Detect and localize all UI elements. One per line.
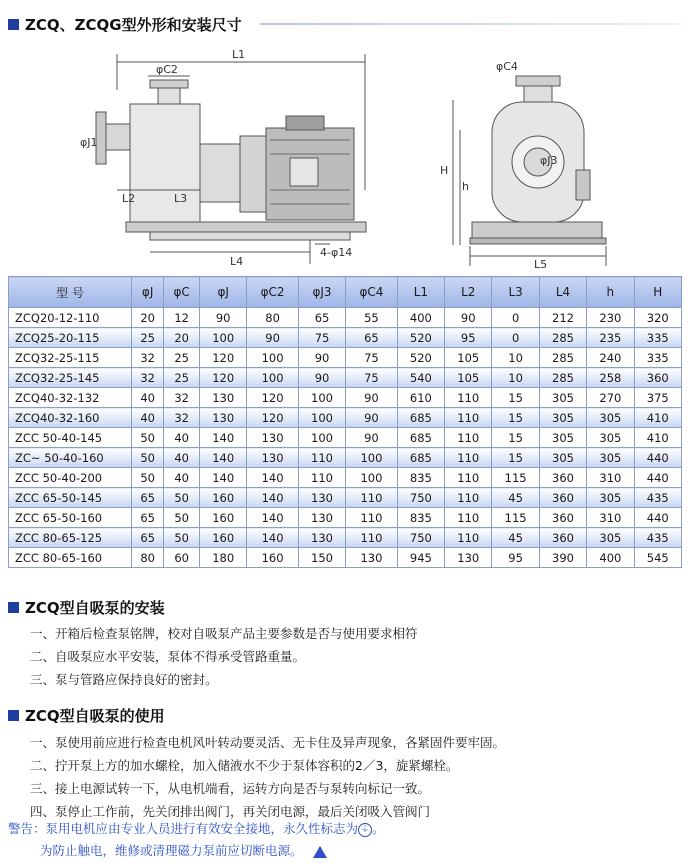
value-cell: 285: [539, 348, 586, 368]
value-cell: 15: [492, 408, 539, 428]
value-cell: 160: [199, 528, 246, 548]
value-cell: 520: [397, 348, 444, 368]
table-row: [9, 408, 682, 428]
value-cell: 360: [539, 508, 586, 528]
value-cell: 32: [164, 408, 200, 428]
value-cell: 65: [132, 488, 164, 508]
value-cell: 140: [247, 528, 298, 548]
section-square-icon: [8, 19, 19, 30]
value-cell: 100: [298, 408, 345, 428]
value-cell: 685: [397, 448, 444, 468]
usage-steps: [30, 731, 505, 823]
table-row: [9, 388, 682, 408]
value-cell: 335: [634, 348, 681, 368]
section-header-usage: [8, 705, 165, 726]
value-cell: 25: [164, 368, 200, 388]
value-cell: 60: [164, 548, 200, 568]
value-cell: 140: [199, 448, 246, 468]
table-row: [9, 428, 682, 448]
model-cell: ZCQ20-12-110: [9, 308, 132, 328]
table-row: [9, 508, 682, 528]
value-cell: 130: [298, 488, 345, 508]
table-row: [9, 468, 682, 488]
value-cell: 100: [199, 328, 246, 348]
value-cell: 90: [247, 328, 298, 348]
value-cell: 545: [634, 548, 681, 568]
column-header: h: [587, 277, 634, 308]
table-row: [9, 368, 682, 388]
value-cell: 305: [587, 408, 634, 428]
value-cell: 110: [445, 528, 492, 548]
value-cell: 75: [298, 328, 345, 348]
value-cell: 10: [492, 348, 539, 368]
value-cell: 305: [539, 428, 586, 448]
value-cell: 100: [247, 368, 298, 388]
install-steps: [30, 622, 418, 691]
value-cell: 40: [132, 408, 164, 428]
value-cell: 110: [346, 528, 397, 548]
value-cell: 110: [445, 488, 492, 508]
value-cell: 410: [634, 428, 681, 448]
value-cell: 75: [346, 368, 397, 388]
label-L2: L2: [122, 192, 136, 205]
value-cell: 0: [492, 308, 539, 328]
value-cell: 360: [539, 468, 586, 488]
model-cell: ZCC 50-40-145: [9, 428, 132, 448]
value-cell: 305: [539, 448, 586, 468]
model-cell: ZCQ25-20-115: [9, 328, 132, 348]
value-cell: 310: [587, 468, 634, 488]
model-cell: ZC~ 50-40-160: [9, 448, 132, 468]
value-cell: 140: [247, 508, 298, 528]
table-header-row: [9, 277, 682, 308]
model-cell: ZCQ32-25-115: [9, 348, 132, 368]
value-cell: 45: [492, 528, 539, 548]
value-cell: 32: [132, 348, 164, 368]
value-cell: 65: [132, 528, 164, 548]
value-cell: 75: [346, 348, 397, 368]
value-cell: 110: [445, 508, 492, 528]
value-cell: 360: [634, 368, 681, 388]
value-cell: 440: [634, 448, 681, 468]
header-rule: [260, 23, 682, 25]
value-cell: 100: [346, 448, 397, 468]
column-header: L4: [539, 277, 586, 308]
value-cell: 105: [445, 368, 492, 388]
table-row: [9, 328, 682, 348]
value-cell: 305: [587, 428, 634, 448]
value-cell: 20: [132, 308, 164, 328]
column-header: φJ3: [298, 277, 345, 308]
value-cell: 100: [298, 388, 345, 408]
value-cell: 90: [346, 428, 397, 448]
value-cell: 0: [492, 328, 539, 348]
value-cell: 40: [164, 468, 200, 488]
value-cell: 50: [164, 488, 200, 508]
label-C2: φC2: [156, 63, 178, 76]
value-cell: 750: [397, 528, 444, 548]
value-cell: 110: [445, 448, 492, 468]
value-cell: 12: [164, 308, 200, 328]
value-cell: 335: [634, 328, 681, 348]
value-cell: 115: [492, 468, 539, 488]
value-cell: 65: [132, 508, 164, 528]
value-cell: 95: [492, 548, 539, 568]
value-cell: 90: [199, 308, 246, 328]
label-L5: L5: [534, 258, 548, 271]
warning-line-2: 为防止触电，维修或清理磁力泵前应切断电源。: [40, 843, 303, 858]
value-cell: 110: [445, 428, 492, 448]
value-cell: 50: [132, 468, 164, 488]
column-header: L3: [492, 277, 539, 308]
value-cell: 130: [298, 508, 345, 528]
value-cell: 440: [634, 468, 681, 488]
value-cell: 750: [397, 488, 444, 508]
value-cell: 40: [132, 388, 164, 408]
value-cell: 80: [132, 548, 164, 568]
value-cell: 110: [445, 468, 492, 488]
warning-line-1-end: 。: [372, 821, 385, 836]
value-cell: 150: [298, 548, 345, 568]
value-cell: 410: [634, 408, 681, 428]
value-cell: 15: [492, 428, 539, 448]
dimension-table: [8, 276, 682, 568]
value-cell: 25: [164, 348, 200, 368]
label-J3: φJ3: [540, 154, 558, 167]
value-cell: 610: [397, 388, 444, 408]
value-cell: 50: [164, 528, 200, 548]
ground-symbol-icon: ⏚: [358, 823, 372, 837]
value-cell: 400: [397, 308, 444, 328]
value-cell: 15: [492, 388, 539, 408]
value-cell: 100: [298, 428, 345, 448]
value-cell: 305: [539, 388, 586, 408]
model-cell: ZCC 80-65-125: [9, 528, 132, 548]
column-header: 型 号: [9, 277, 132, 308]
value-cell: 285: [539, 368, 586, 388]
value-cell: 80: [247, 308, 298, 328]
value-cell: 258: [587, 368, 634, 388]
value-cell: 130: [199, 388, 246, 408]
label-C4: φC4: [496, 60, 518, 73]
value-cell: 435: [634, 488, 681, 508]
section-title: ZCQ型自吸泵的安装: [25, 599, 165, 617]
table-row: [9, 448, 682, 468]
value-cell: 120: [247, 408, 298, 428]
value-cell: 40: [164, 448, 200, 468]
section-square-icon: [8, 602, 19, 613]
model-cell: ZCC 50-40-200: [9, 468, 132, 488]
install-step: 二、自吸泵应水平安装，泵体不得承受管路重量。: [30, 649, 306, 664]
value-cell: 10: [492, 368, 539, 388]
table-row: [9, 528, 682, 548]
install-step: 三、泵与管路应保持良好的密封。: [30, 672, 218, 687]
table-row: [9, 488, 682, 508]
value-cell: 45: [492, 488, 539, 508]
value-cell: 32: [164, 388, 200, 408]
value-cell: 110: [445, 408, 492, 428]
value-cell: 50: [132, 448, 164, 468]
value-cell: 32: [132, 368, 164, 388]
warning-line-1: 警告：泵用电机应由专业人员进行有效安全接地，永久性标志为: [8, 821, 359, 836]
value-cell: 95: [445, 328, 492, 348]
value-cell: 305: [539, 408, 586, 428]
value-cell: 20: [164, 328, 200, 348]
column-header: φJ: [199, 277, 246, 308]
model-cell: ZCQ32-25-145: [9, 368, 132, 388]
value-cell: 110: [298, 448, 345, 468]
column-header: φC2: [247, 277, 298, 308]
value-cell: 360: [539, 488, 586, 508]
usage-step: 二、拧开泵上方的加水螺栓，加入储液水不少于泵体容积的2／3，旋紧螺栓。: [30, 758, 459, 773]
value-cell: 285: [539, 328, 586, 348]
section-title: ZCQ、ZCQG型外形和安装尺寸: [25, 16, 242, 34]
table-row: [9, 348, 682, 368]
value-cell: 212: [539, 308, 586, 328]
value-cell: 435: [634, 528, 681, 548]
usage-step: 三、接上电源试转一下，从电机端看，运转方向是否与泵转向标记一致。: [30, 781, 431, 796]
value-cell: 375: [634, 388, 681, 408]
label-bolt: 4-φ14: [320, 246, 353, 259]
value-cell: 65: [298, 308, 345, 328]
model-cell: ZCQ40-32-132: [9, 388, 132, 408]
value-cell: 90: [298, 348, 345, 368]
label-L4: L4: [230, 255, 244, 268]
value-cell: 105: [445, 348, 492, 368]
value-cell: 235: [587, 328, 634, 348]
value-cell: 180: [199, 548, 246, 568]
value-cell: 160: [247, 548, 298, 568]
value-cell: 520: [397, 328, 444, 348]
value-cell: 40: [164, 428, 200, 448]
drawing-svg: [0, 40, 690, 272]
usage-step: 四、泵停止工作前，先关闭排出阀门，再关闭电源，最后关闭吸入管阀门: [30, 804, 431, 819]
label-L1: L1: [232, 48, 246, 61]
value-cell: 390: [539, 548, 586, 568]
value-cell: 50: [132, 428, 164, 448]
value-cell: 50: [164, 508, 200, 528]
value-cell: 120: [247, 388, 298, 408]
value-cell: 130: [247, 428, 298, 448]
value-cell: 360: [539, 528, 586, 548]
model-cell: ZCQ40-32-160: [9, 408, 132, 428]
table-row: [9, 308, 682, 328]
value-cell: 130: [247, 448, 298, 468]
section-title: ZCQ型自吸泵的使用: [25, 707, 165, 725]
model-cell: ZCC 65-50-145: [9, 488, 132, 508]
value-cell: 120: [199, 368, 246, 388]
label-H: H: [440, 164, 449, 177]
value-cell: 160: [199, 508, 246, 528]
value-cell: 90: [346, 388, 397, 408]
value-cell: 140: [247, 468, 298, 488]
pump-dimension-drawing: [0, 40, 690, 272]
label-L3: L3: [174, 192, 188, 205]
section-header-dimensions: [8, 14, 242, 35]
column-header: L1: [397, 277, 444, 308]
value-cell: 100: [346, 468, 397, 488]
value-cell: 110: [346, 508, 397, 528]
value-cell: 320: [634, 308, 681, 328]
value-cell: 140: [199, 428, 246, 448]
label-h: h: [462, 180, 469, 193]
value-cell: 130: [298, 528, 345, 548]
value-cell: 25: [132, 328, 164, 348]
value-cell: 130: [346, 548, 397, 568]
value-cell: 310: [587, 508, 634, 528]
value-cell: 110: [298, 468, 345, 488]
column-header: φC: [164, 277, 200, 308]
column-header: φJ: [132, 277, 164, 308]
value-cell: 140: [199, 468, 246, 488]
value-cell: 835: [397, 468, 444, 488]
section-square-icon: [8, 710, 19, 721]
value-cell: 130: [199, 408, 246, 428]
table-body: [9, 308, 682, 568]
value-cell: 90: [346, 408, 397, 428]
value-cell: 140: [247, 488, 298, 508]
value-cell: 400: [587, 548, 634, 568]
table-row: [9, 548, 682, 568]
model-cell: ZCC 80-65-160: [9, 548, 132, 568]
value-cell: 540: [397, 368, 444, 388]
value-cell: 90: [445, 308, 492, 328]
value-cell: 15: [492, 448, 539, 468]
value-cell: 230: [587, 308, 634, 328]
value-cell: 305: [587, 528, 634, 548]
value-cell: 160: [199, 488, 246, 508]
usage-step: 一、泵使用前应进行检查电机风叶转动要灵活、无卡住及异声现象，各紧固件要牢固。: [30, 735, 506, 750]
value-cell: 440: [634, 508, 681, 528]
column-header: L2: [445, 277, 492, 308]
value-cell: 65: [346, 328, 397, 348]
value-cell: 100: [247, 348, 298, 368]
value-cell: 685: [397, 408, 444, 428]
value-cell: 945: [397, 548, 444, 568]
value-cell: 835: [397, 508, 444, 528]
model-cell: ZCC 65-50-160: [9, 508, 132, 528]
label-J1: φJ1: [80, 136, 98, 149]
value-cell: 110: [445, 388, 492, 408]
value-cell: 240: [587, 348, 634, 368]
value-cell: 55: [346, 308, 397, 328]
value-cell: 120: [199, 348, 246, 368]
install-step: 一、开箱后检查泵铭牌，校对自吸泵产品主要参数是否与使用要求相符: [30, 626, 418, 641]
value-cell: 305: [587, 488, 634, 508]
column-header: φC4: [346, 277, 397, 308]
warning-triangle-icon: [313, 846, 327, 858]
value-cell: 90: [298, 368, 345, 388]
value-cell: 305: [587, 448, 634, 468]
warning-block: [8, 818, 385, 862]
value-cell: 130: [445, 548, 492, 568]
value-cell: 110: [346, 488, 397, 508]
value-cell: 270: [587, 388, 634, 408]
section-header-install: [8, 597, 165, 618]
column-header: H: [634, 277, 681, 308]
value-cell: 685: [397, 428, 444, 448]
value-cell: 115: [492, 508, 539, 528]
